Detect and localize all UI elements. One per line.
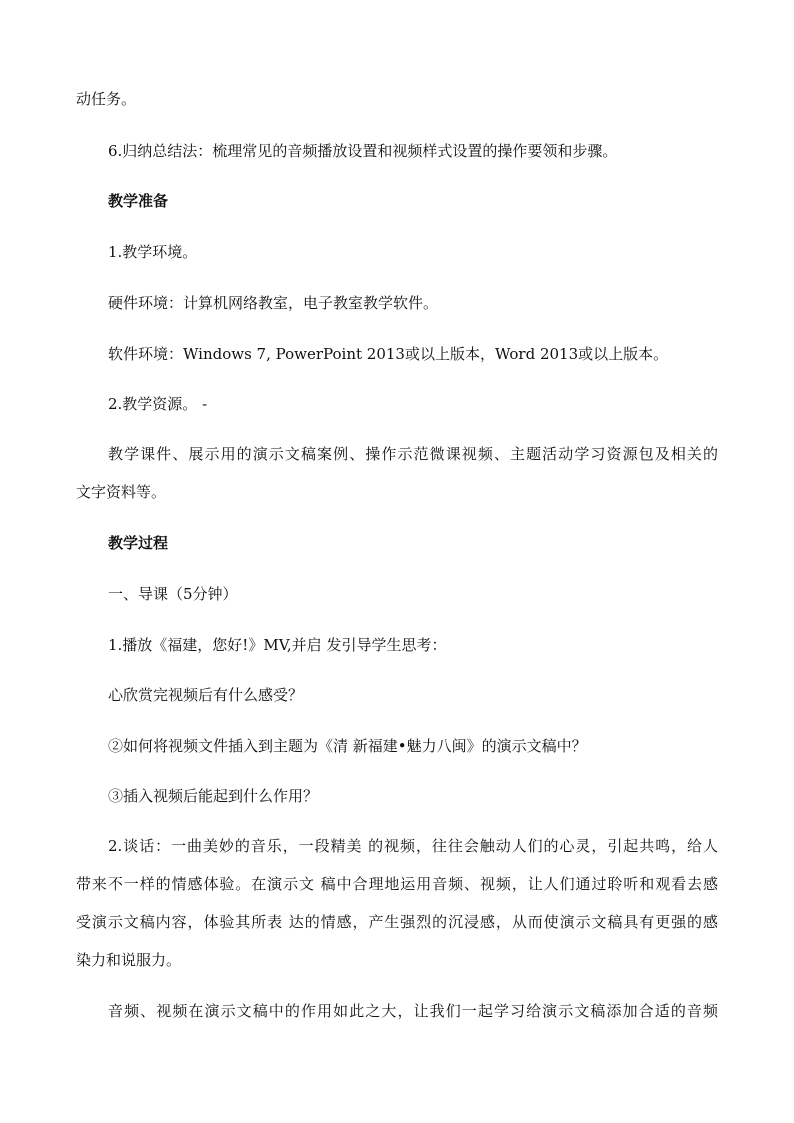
- question-2: ②如何将视频文件插入到主题为《清 新福建•魅力八闽》的演示文稿中？: [108, 737, 587, 755]
- resources-description-line: 教学课件、展示用的演示文稿案例、操作示范微课视频、主题活动学习资源包及相关的: [108, 445, 718, 463]
- section-heading-preparation: 教学准备: [108, 192, 169, 210]
- talk-paragraph-line: 受演示文稿内容，体验其所表 达的情感，产生强烈的沉浸感，从而使演示文稿具有更强的感: [76, 913, 718, 931]
- paragraph-line: 动任务。: [76, 90, 137, 108]
- method-summary: 6.归纳总结法：梳理常见的音频播放设置和视频样式设置的操作要领和步骤。: [108, 142, 618, 160]
- intro-heading: 一、导课（5分钟）: [108, 585, 238, 603]
- talk-paragraph-line: 染力和说服力。: [76, 951, 182, 969]
- software-environment: 软件环境：Windows 7, PowerPoint 2013或以上版本，Word 2013或以上版本。: [108, 345, 669, 363]
- hardware-environment: 硬件环境：计算机网络教室，电子教室教学软件。: [108, 294, 439, 312]
- talk-paragraph-line: 2.谈话：一曲美妙的音乐，一段精美 的视频，往往会触动人们的心灵，引起共鸣，给人: [108, 837, 718, 855]
- question-3: ③插入视频后能起到什么作用？: [108, 787, 319, 805]
- talk-paragraph-line: 带来不一样的情感体验。在演示文 稿中合理地运用音频、视频，让人们通过聆听和观看去感: [76, 875, 718, 893]
- play-mv-line: 1.播放《福建，您好!》MV,并启 发引导学生思考：: [108, 636, 447, 654]
- question-1: 心欣赏完视频后有什么感受？: [108, 686, 304, 704]
- closing-paragraph-line: 音频、视频在演示文稿中的作用如此之大，让我们一起学习给演示文稿添加合适的音频: [108, 1002, 718, 1020]
- teaching-resources: 2.教学资源。 -: [108, 395, 208, 413]
- section-heading-process: 教学过程: [108, 534, 169, 552]
- teaching-environment: 1.教学环境。: [108, 243, 198, 261]
- resources-description-line: 文字资料等。: [76, 483, 167, 501]
